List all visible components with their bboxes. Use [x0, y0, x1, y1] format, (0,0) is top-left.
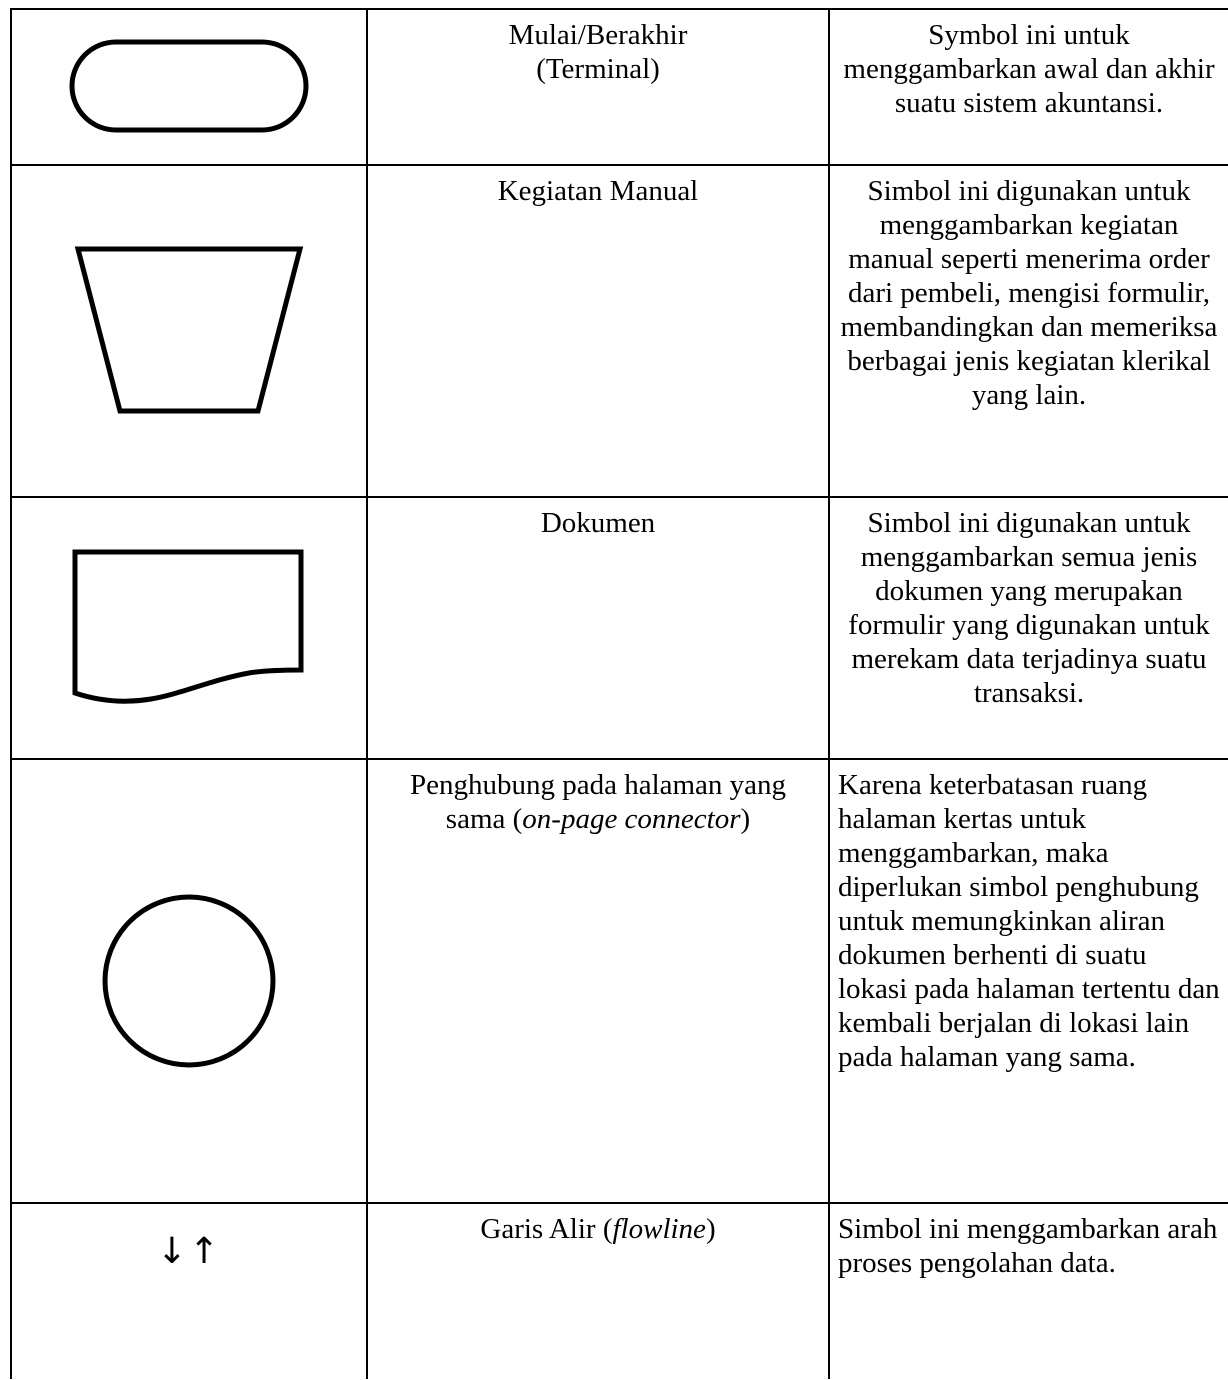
symbol-cell	[11, 759, 367, 1203]
symbol-description-cell	[829, 759, 1228, 1203]
table-row	[11, 165, 1228, 497]
symbol-cell	[11, 9, 367, 165]
symbol-description-cell	[829, 9, 1228, 165]
symbol-name	[382, 768, 814, 836]
symbol-description: Simbol ini digunakan untuk menggambarkan kegiatan manual seperti menerima order dari pembeli, mengisi formulir, membandingkan dan memeriksa berbagai jenis kegiatan klerikal yang lain.	[840, 175, 1218, 411]
symbol-name-cell	[367, 9, 829, 165]
symbol-name	[382, 1212, 814, 1246]
flowchart-symbols-table	[10, 8, 1228, 1379]
symbol-name-cell	[367, 759, 829, 1203]
symbol-description: Simbol ini digunakan untuk menggambarkan semua jenis dokumen yang merupakan formulir yang digunakan untuk merekam data terjadinya suatu transaksi.	[848, 507, 1210, 709]
symbol-name-text: Penghubung pada halaman yang sama (	[409, 769, 787, 835]
symbol-name-italic: flowline	[612, 1213, 706, 1245]
table-row	[11, 9, 1228, 165]
symbol-description: Karena keterbatasan ruang halaman kertas untuk menggambarkan, maka diperlukan simbol penghubung untuk memungkinkan aliran dokumen berhenti di suatu lokasi pada halaman tertentu dan kembali berjalan di lokasi lain pada halaman yang sama.	[838, 769, 1220, 1073]
symbol-description-cell	[829, 497, 1228, 759]
symbol-description: Simbol ini menggambarkan arah proses pengolahan data.	[838, 1213, 1218, 1279]
symbol-name	[382, 18, 814, 86]
symbol-name-text: )	[705, 1213, 716, 1245]
table-row	[11, 759, 1228, 1203]
symbol-cell	[11, 497, 367, 759]
symbol-description-cell	[829, 1203, 1228, 1379]
symbol-name-italic: on-page connector	[522, 803, 741, 835]
symbol-name-cell	[367, 1203, 829, 1379]
symbol-name: Dokumen	[540, 507, 656, 539]
symbol-cell	[11, 1203, 367, 1379]
symbol-name-text: Garis Alir (	[480, 1213, 613, 1245]
document-shape-icon	[71, 548, 307, 708]
manual-operation-shape-icon	[74, 245, 304, 417]
flowline-arrows-icon: ↓↑	[156, 1231, 222, 1272]
symbol-description-cell	[829, 165, 1228, 497]
on-page-connector-shape-icon	[100, 892, 278, 1070]
symbol-cell	[11, 165, 367, 497]
symbol-name-cell	[367, 497, 829, 759]
symbol-name: Kegiatan Manual	[497, 175, 699, 207]
symbol-description: Symbol ini untuk menggambarkan awal dan akhir suatu sistem akuntansi.	[843, 19, 1215, 119]
symbol-name-line: (Terminal)	[536, 53, 660, 85]
symbol-name-text: )	[740, 803, 751, 835]
symbol-name-line: Mulai/Berakhir	[508, 19, 688, 51]
table-row	[11, 1203, 1228, 1379]
terminal-shape-icon	[69, 39, 309, 135]
symbol-name-cell	[367, 165, 829, 497]
table-row	[11, 497, 1228, 759]
